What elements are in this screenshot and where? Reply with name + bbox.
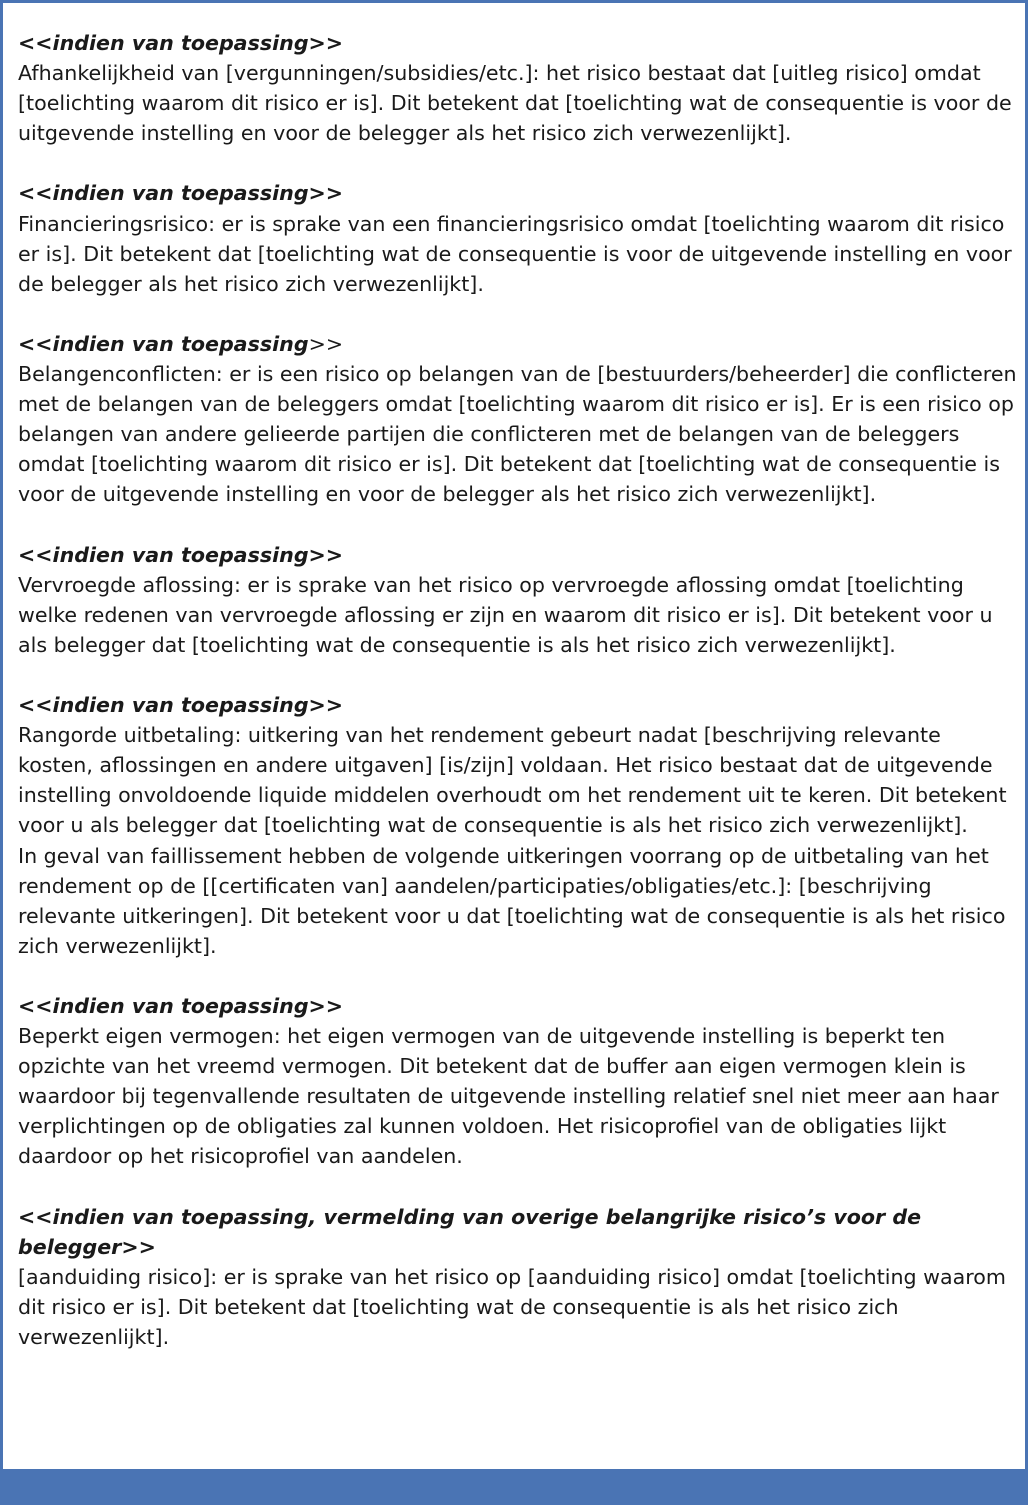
risk-section-conflicts — [18, 329, 1018, 510]
risk-section-limited-equity — [18, 991, 1018, 1172]
section-heading-tail: >> — [308, 331, 344, 356]
section-heading: <<indien van toepassing, vermelding van overige belangrijke risico’s voor de belegger>> — [18, 1204, 922, 1259]
section-paragraph: Afhankelijkheid van [vergunningen/subsidies/etc.]: het risico bestaat dat [uitleg risico] omdat [toelichting waarom dit risico er is]. Dit betekent dat [toelichting wat de consequentie is voor de uitgevende instelling en voor de belegger als het risico zich verwezenlijkt]. — [18, 61, 1012, 146]
section-paragraph: [aanduiding risico]: er is sprake van het risico op [aanduiding risico] omdat [toelichting waarom dit risico er is]. Dit betekent dat [toelichting wat de consequentie is als het risico zich verwezenlijkt]. — [18, 1264, 1006, 1350]
risk-section-dependency — [18, 28, 1018, 148]
risk-section-payment-ranking — [18, 690, 1018, 961]
section-paragraph: Rangorde uitbetaling: uitkering van het rendement gebeurt nadat [beschrijving relevante kosten, aflossingen en andere uitgaven] [is/zijn] voldaan. Het risico bestaat dat de uitgevende instelling onvoldoende liquide middelen overhoudt om het rendement uit te keren. Dit betekent voor u als belegger dat [toelichting wat de consequentie is als het risico zich verwezenlijkt]. — [18, 723, 1007, 838]
section-paragraph: Beperkt eigen vermogen: het eigen vermogen van de uitgevende instelling is beperkt ten opzichte van het vreemd vermogen. Dit betekent dat de buffer aan eigen vermogen klein is waardoor bij tegenvallende resultaten de uitgevende instelling relatief snel niet meer aan haar verplichtingen op de obligaties zal kunnen voldoen. Het risicoprofiel van de obligaties lijkt daardoor op het risicoprofiel van aandelen. — [18, 1024, 999, 1169]
section-paragraph: Belangenconflicten: er is een risico op belangen van de [bestuurders/beheerder] die conflicteren met de belangen van de beleggers omdat [toelichting waarom dit risico er is]. Er is een risico op belangen van andere gelieerde partijen die conflicteren met de belangen van de beleggers omdat [toelichting waarom dit risico er is]. Dit betekent dat [toelichting wat de consequentie is voor de uitgevende instelling en voor de belegger als het risico zich verwezenlijkt]. — [18, 362, 1017, 507]
risk-section-early-repayment — [18, 540, 1018, 660]
document-content — [18, 28, 1018, 1352]
section-heading: <<indien van toepassing>> — [18, 542, 344, 567]
section-paragraph: In geval van faillissement hebben de volgende uitkeringen voorrang op de uitbetaling van het rendement op de [[certificaten van] aandelen/participaties/obligaties/etc.]: [beschrijving relevante uitkeringen]. Dit betekent voor u dat [toelichting wat de consequentie is als het risico zich verwezenlijkt]. — [18, 843, 1006, 958]
section-heading — [18, 329, 1018, 359]
section-heading: <<indien van toepassing>> — [18, 994, 344, 1018]
risk-section-other — [18, 1202, 1018, 1352]
risk-section-financing — [18, 178, 1018, 298]
section-paragraph: Financieringsrisico: er is sprake van een financieringsrisico omdat [toelichting waarom dit risico er is]. Dit betekent dat [toelichting wat de consequentie is voor de uitgevende instelling en voor de belegger als het risico zich verwezenlijkt]. — [18, 211, 1012, 296]
section-heading: <<indien van toepassing>> — [18, 31, 344, 55]
section-heading-text: <<indien van toepassing — [18, 331, 309, 356]
section-heading: <<indien van toepassing>> — [18, 181, 344, 206]
section-heading: <<indien van toepassing>> — [18, 693, 344, 718]
section-paragraph: Vervroegde aflossing: er is sprake van het risico op vervroegde aflossing omdat [toelichting welke redenen van vervroegde aflossing er zijn en waarom dit risico er is]. Dit betekent voor u als belegger dat [toelichting wat de consequentie is als het risico zich verwezenlijkt]. — [18, 572, 993, 657]
bottom-bar — [3, 1469, 1028, 1505]
